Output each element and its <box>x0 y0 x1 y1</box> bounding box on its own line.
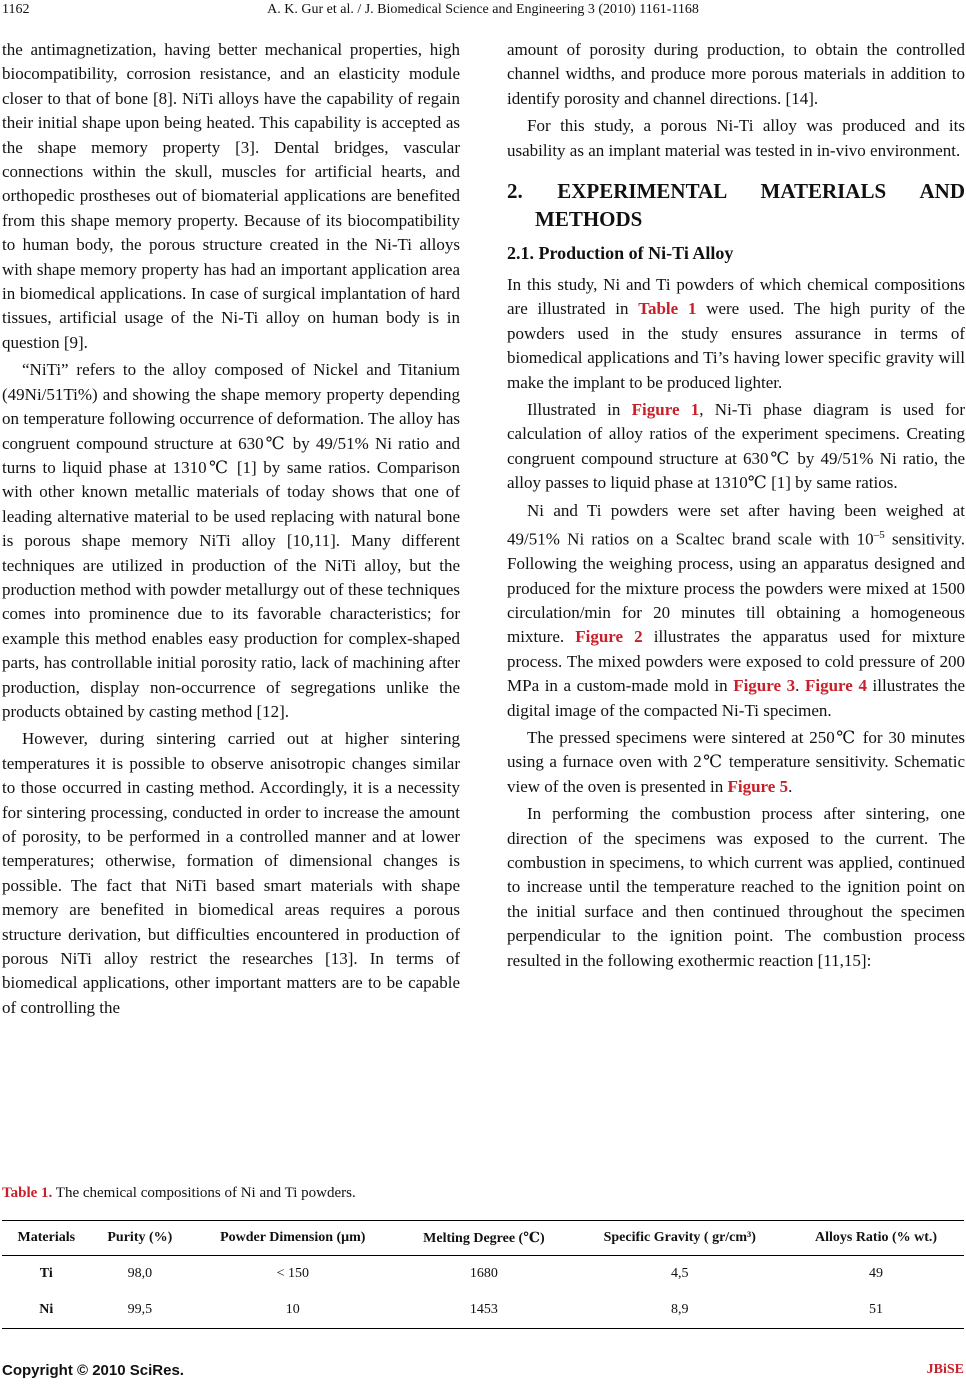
column-header: Purity (%) <box>91 1221 190 1256</box>
table-1-link[interactable]: Table 1 <box>638 299 697 319</box>
running-head: A. K. Gur et al. / J. Biomedical Science and Engineering 3 (2010) 1161-1168 <box>267 2 699 17</box>
page-number: 1162 <box>2 2 30 17</box>
paragraph: amount of porosity during production, to obtain the controlled channel widths, and produce more porous materials in addition to identify porosity and channel directions. [14]. <box>507 40 965 108</box>
figure-4-link[interactable]: Figure 4 <box>805 676 867 696</box>
paragraph <box>507 499 965 723</box>
superscript: –5 <box>873 529 885 542</box>
text-run: illustrates the digital image of the compacted Ni-Ti specimen. <box>507 676 966 720</box>
figure-2-link[interactable]: Figure 2 <box>575 627 643 647</box>
table-cell: 98,0 <box>127 1266 153 1281</box>
text-run: . <box>788 776 793 796</box>
table-cell: 51 <box>788 1292 964 1329</box>
composition-table <box>2 1220 964 1329</box>
table-cell: 8,9 <box>571 1292 788 1329</box>
paragraph <box>507 273 965 395</box>
subsection-heading: 2.1. Production of Ni-Ti Alloy <box>507 243 734 264</box>
left-column <box>2 38 460 1020</box>
column-header: Alloys Ratio (% wt.) <box>788 1221 964 1256</box>
figure-1-link[interactable]: Figure 1 <box>631 400 700 420</box>
paragraph: However, during sintering carried out at higher sintering temperatures it is possible to observe anisotropic changes similar to those occurred in casting method. Accordingly, it is a necessity for sintering processing, conducted in order to increase the amount of porosity, to be performed in a controlled manner and at lower temperatures; otherwise, formation of dimensional changes is possible. The fact that NiTi based smart materials with shape memory are benefited in biomedical areas requires a porous structure derivation, but difficulties encountered in production of porous NiTi alloy restrict the researches [13]. In terms of biomedical applications, other important matters are to be capable of controlling the <box>2 729 460 1017</box>
table-cell: 1453 <box>396 1292 571 1329</box>
page-footer <box>0 1362 966 1386</box>
text-run: Ni and Ti powders were set after having been weighed at 49/51% Ni ratios on a Scaltec brand scale with 10 <box>507 500 965 549</box>
table-cell: 10 <box>189 1292 396 1329</box>
table-caption <box>2 1185 356 1202</box>
text-run: In this study, Ni and Ti powders of which chemical compositions are illustrated in <box>507 275 965 319</box>
copyright-notice: Copyright © 2010 SciRes. <box>2 1362 184 1379</box>
table-cell: Ni <box>2 1292 91 1329</box>
column-header: Materials <box>2 1221 91 1256</box>
column-header: Melting Degree (℃) <box>396 1221 571 1256</box>
text-run: were used. The high purity of the powders used in the study ensures assurance in terms of biomedical applications and Ti’s having lower specific gravity will make the implant to be produced lighter. <box>507 299 965 392</box>
table-caption-label: Table 1. <box>2 1185 53 1201</box>
table-header-row <box>2 1221 964 1256</box>
journal-logo: JBiSE <box>926 1362 964 1377</box>
paragraph: the antimagnetization, having better mechanical properties, high biocompatibility, corrosion resistance, and an elasticity module closer to that of bone [8]. NiTi alloys have the capability of regain their initial shape upon being heated. This capability is accepted as the shape memory property [3]. Dental bridges, vascular connections within the skull, muscles for artificial hearts, and orthopedic prostheses out of biomaterial applications are benefited from this shape memory property. Because of its biocompatibility to human body, the porous structure created in the Ni-Ti alloys with shape memory property has had an important application area in biomedical applications. In case of surgical implantation of hard tissues, artificial usage of the Ni-Ti alloy on human body is in question [9]. <box>2 40 460 352</box>
paragraph: For this study, a porous Ni-Ti alloy was produced and its usability as an implant material was tested in in-vivo environment. <box>507 116 965 160</box>
table-cell: < 150 <box>276 1266 309 1281</box>
text-run: sensitivity. Following the weighing process, using an apparatus designed and produced for the mixture process the powders were mixed at 1500 circulation/min for 20 minutes till obtaining a homogeneous mixture. <box>507 529 966 647</box>
table-cell: 99,5 <box>91 1292 190 1329</box>
right-column <box>507 38 965 973</box>
paragraph <box>507 726 965 799</box>
figure-5-link[interactable]: Figure 5 <box>727 776 789 796</box>
table-cell: Ti <box>39 1266 53 1281</box>
text-run: . <box>795 676 805 696</box>
figure-3-link[interactable]: Figure 3 <box>733 676 796 696</box>
table-caption-text: The chemical compositions of Ni and Ti powders. <box>52 1185 356 1201</box>
page-header <box>0 0 966 28</box>
column-header: Powder Dimension (μm) <box>189 1221 396 1256</box>
paragraph <box>507 398 965 496</box>
text-run: The pressed specimens were sintered at 250℃ for 30 minutes using a furnace oven with 2℃ temperature sensitivity. Schematic view of the oven is presented in <box>507 728 965 796</box>
table-cell: 1680 <box>469 1266 498 1281</box>
table-row <box>2 1256 964 1293</box>
paragraph: “NiTi” refers to the alloy composed of Nickel and Titanium (49Ni/51Ti%) and showing the shape memory property depending on temperature following occurrence of deformation. The alloy has congruent compound structure at 630℃ by 49/51% Ni ratio and turns to liquid phase at 1310℃ [1] by same ratios. Comparison with other known metallic materials of today shows that one of leading alternative material to be used replacing with natural bone is porous shape memory NiTi alloy [10,11]. Many different techniques are utilized in production of the NiTi alloy, but the production method with powder metallurgy out of these techniques comes into prominence due to its favorable characteristics; for example this method enables easy production for complex-shaped parts, has controllable initial porosity ratio, lack of machining after production, display non-occurrence of segregations unlike the products obtained by casting method [12]. <box>2 360 460 721</box>
text-run: Illustrated in <box>527 400 632 420</box>
paragraph: In performing the combustion process after sintering, one direction of the specimens was exposed to the current. The combustion in specimens, to which current was applied, continued to increase until the temperature reached to the ignition point on the initial surface and then continued throughout the specimen perpendicular to the ignition point. The combustion process resulted in the following exothermic reaction [11,15]: <box>507 804 965 970</box>
table-row <box>2 1292 964 1329</box>
column-header: Specific Gravity ( gr/cm³) <box>571 1221 788 1256</box>
table-cell: 4,5 <box>671 1266 689 1281</box>
section-heading: 2. EXPERIMENTAL MATERIALS AND METHODS <box>507 179 965 232</box>
table-cell: 49 <box>869 1266 884 1281</box>
text-run: illustrates the apparatus used for mixture process. The mixed powders were exposed to cold pressure of 200 MPa in a custom-made mold in <box>507 627 965 696</box>
text-run: , Ni-Ti phase diagram is used for calculation of alloy ratios of the experiment specimens. Creating congruent compound structure at 630℃ by 49/51% Ni ratio, the alloy passes to liquid phase at 1310℃ [1] by same ratios. <box>507 400 965 493</box>
